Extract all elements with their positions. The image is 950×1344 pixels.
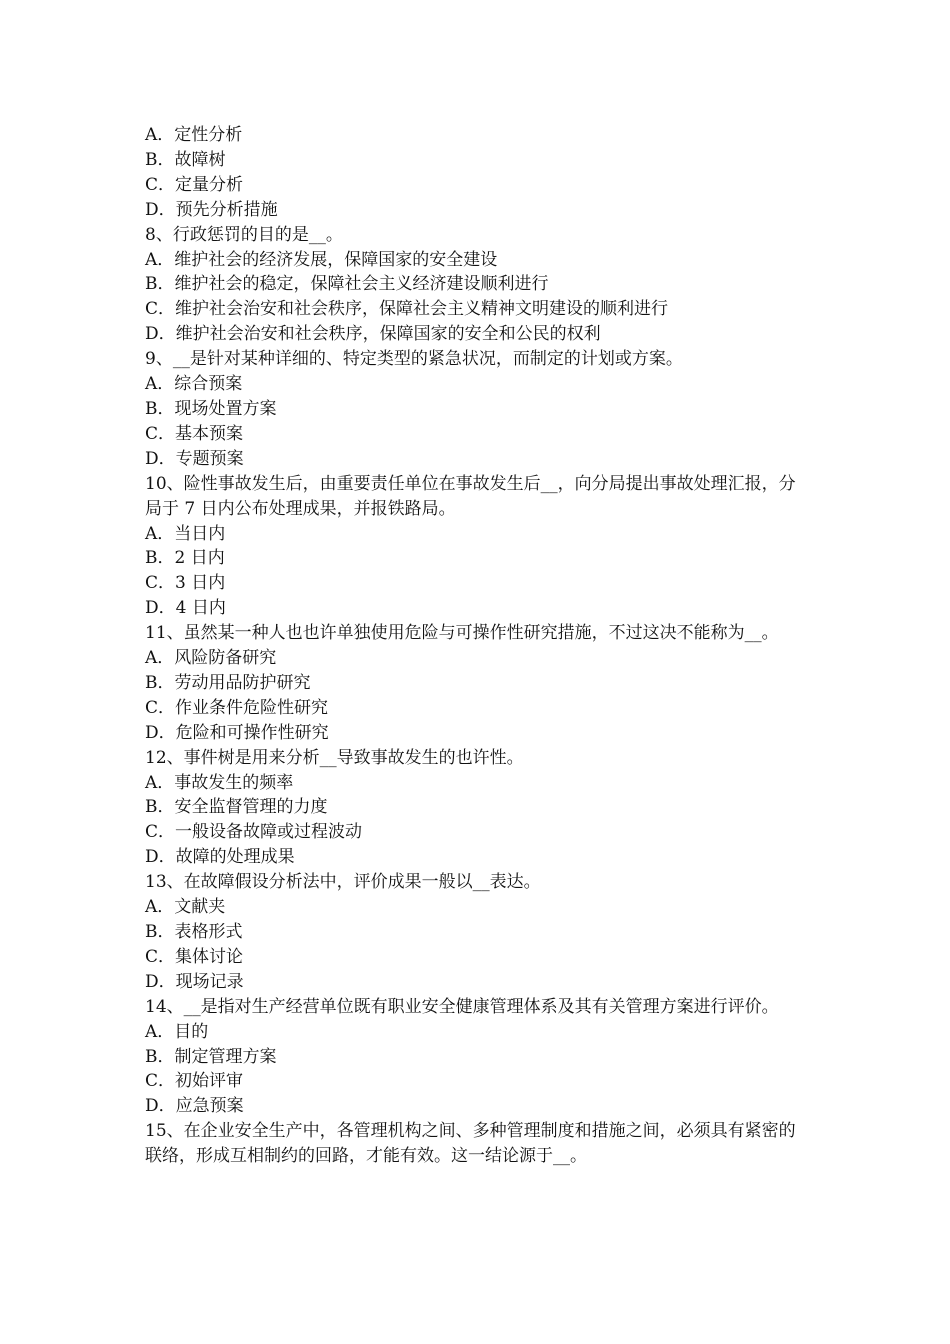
answer-option: D．现场记录 <box>145 971 244 992</box>
question-text: 10、险性事故发生后，由重要责任单位在事故发生后__，向分局提出事故处理汇报，分局于 7 日内公布处理成果，并报铁路局。 <box>145 473 796 519</box>
answer-option: A．当日内 <box>145 523 226 544</box>
question-text: 9、__是针对某种详细的、特定类型的紧急状况，而制定的计划或方案。 <box>145 349 683 370</box>
answer-option: B．表格形式 <box>145 922 243 942</box>
answer-option: B．现场处置方案 <box>145 398 277 419</box>
question-text: 11、虽然某一种人也也许单独使用危险与可操作性研究措施，不过这决不能称为__。 <box>145 623 779 644</box>
answer-option: A．事故发生的频率 <box>145 772 294 793</box>
answer-option: A．维护社会的经济发展，保障国家的安全建设 <box>145 249 498 270</box>
answer-option: B．安全监督管理的力度 <box>145 797 328 818</box>
answer-option: B．制定管理方案 <box>145 1046 277 1067</box>
answer-option: B．维护社会的稳定，保障社会主义经济建设顺利进行 <box>145 274 549 295</box>
answer-option: D．专题预案 <box>145 448 244 469</box>
exam-questions <box>145 123 810 1169</box>
answer-option: C．作业条件危险性研究 <box>145 697 329 718</box>
answer-option: A．综合预案 <box>145 374 243 395</box>
question-text: 8、行政惩罚的目的是__。 <box>145 224 343 245</box>
answer-option: B．劳动用品防护研究 <box>145 672 311 693</box>
question-text: 13、在故障假设分析法中，评价成果一般以__表达。 <box>145 872 541 893</box>
answer-option: B．故障树 <box>145 149 226 170</box>
answer-option: D．预先分析措施 <box>145 199 278 220</box>
answer-option: A．文献夹 <box>145 897 226 918</box>
answer-option: C．一般设备故障或过程波动 <box>145 822 363 843</box>
question-text: 15、在企业安全生产中，各管理机构之间、多种管理制度和措施之间，必须具有紧密的联络，形成互相制约的回路，才能有效。这一结论源于__。 <box>145 1121 796 1167</box>
answer-option: A．风险防备研究 <box>145 648 277 669</box>
answer-option: D．故障的处理成果 <box>145 847 295 868</box>
answer-option: C．初始评审 <box>145 1071 244 1092</box>
answer-option: C．3 日内 <box>145 573 226 594</box>
answer-option: A．定性分析 <box>145 125 243 145</box>
answer-option: A．目的 <box>145 1021 209 1042</box>
answer-option: C．基本预案 <box>145 423 244 444</box>
answer-option: C．定量分析 <box>145 174 244 195</box>
answer-option: D．4 日内 <box>145 598 226 619</box>
answer-option: D．维护社会治安和社会秩序，保障国家的安全和公民的权利 <box>145 324 601 345</box>
question-text: 14、__是指对生产经营单位既有职业安全健康管理体系及其有关管理方案进行评价。 <box>145 996 779 1017</box>
question-text: 12、事件树是用来分析__导致事故发生的也许性。 <box>145 747 524 768</box>
answer-option: C．维护社会治安和社会秩序，保障社会主义精神文明建设的顺利进行 <box>145 299 669 320</box>
answer-option: D．危险和可操作性研究 <box>145 722 329 743</box>
answer-option: B．2 日内 <box>145 548 225 569</box>
answer-option: D．应急预案 <box>145 1096 244 1117</box>
answer-option: C．集体讨论 <box>145 946 244 967</box>
